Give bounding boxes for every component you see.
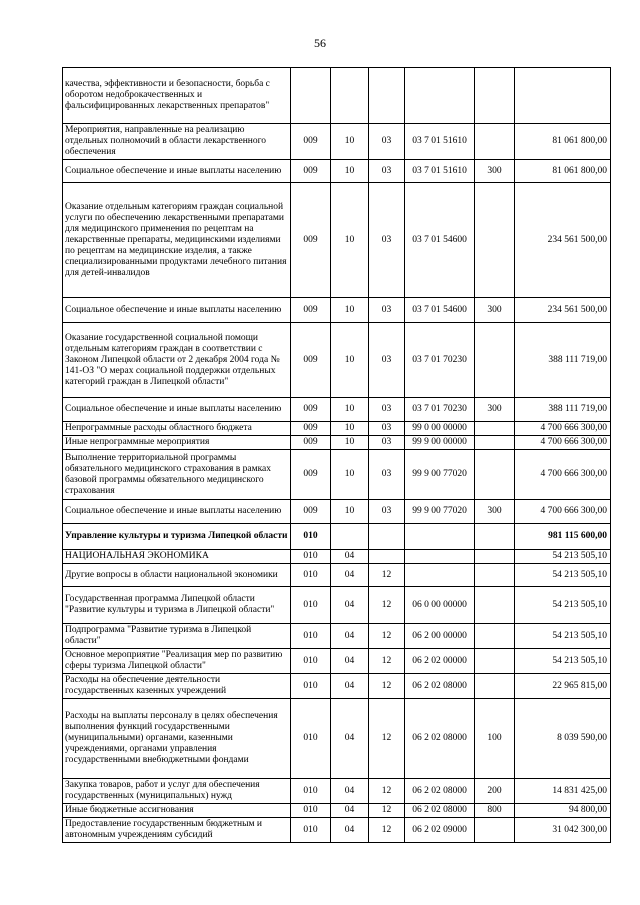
cell-section: 04: [331, 674, 369, 699]
cell-ministry-code: 010: [291, 550, 331, 564]
cell-section: 10: [331, 500, 369, 524]
cell-target-article: 99 9 00 77020: [405, 450, 475, 500]
cell-expense-type: [475, 674, 515, 699]
table-row: [63, 436, 611, 450]
cell-ministry-code: 009: [291, 450, 331, 500]
cell-section: 10: [331, 398, 369, 422]
budget-table: [62, 67, 611, 843]
cell-section: 04: [331, 649, 369, 674]
cell-section: 10: [331, 450, 369, 500]
cell-target-article: 06 0 00 00000: [405, 587, 475, 624]
cell-expense-type: [475, 68, 515, 124]
cell-subsection: 03: [369, 183, 405, 298]
cell-target-article: 06 2 02 08000: [405, 804, 475, 818]
table-row: [63, 323, 611, 398]
table-row: [63, 818, 611, 843]
cell-ministry-code: 009: [291, 436, 331, 450]
table-row: [63, 68, 611, 124]
cell-subsection: 03: [369, 398, 405, 422]
table-row: [63, 450, 611, 500]
cell-name: Социальное обеспечение и иные выплаты населению: [63, 298, 291, 323]
cell-ministry-code: [291, 68, 331, 124]
cell-target-article: 03 7 01 70230: [405, 398, 475, 422]
cell-subsection: 12: [369, 779, 405, 804]
table-row: [63, 779, 611, 804]
cell-ministry-code: 009: [291, 124, 331, 160]
cell-subsection: [369, 550, 405, 564]
cell-section: 04: [331, 587, 369, 624]
cell-ministry-code: 010: [291, 624, 331, 649]
cell-expense-type: [475, 564, 515, 587]
cell-name: Подпрограмма "Развитие туризма в Липецкой области": [63, 624, 291, 649]
cell-expense-type: 300: [475, 398, 515, 422]
cell-ministry-code: 009: [291, 323, 331, 398]
table-row: [63, 587, 611, 624]
cell-section: 04: [331, 624, 369, 649]
cell-expense-type: [475, 524, 515, 550]
cell-subsection: 03: [369, 124, 405, 160]
cell-name: Иные бюджетные ассигнования: [63, 804, 291, 818]
cell-expense-type: [475, 422, 515, 436]
cell-amount: 4 700 666 300,00: [515, 436, 611, 450]
cell-ministry-code: 010: [291, 804, 331, 818]
cell-target-article: 99 0 00 00000: [405, 422, 475, 436]
cell-expense-type: [475, 587, 515, 624]
cell-ministry-code: 009: [291, 398, 331, 422]
cell-amount: 81 061 800,00: [515, 160, 611, 183]
cell-name: Государственная программа Липецкой области "Развитие культуры и туризма в Липецкой области": [63, 587, 291, 624]
table-row: [63, 624, 611, 649]
cell-expense-type: 300: [475, 160, 515, 183]
cell-ministry-code: 010: [291, 779, 331, 804]
cell-amount: 388 111 719,00: [515, 398, 611, 422]
cell-expense-type: 300: [475, 298, 515, 323]
cell-name: качества, эффективности и безопасности, борьба с оборотом недоброкачественных и фальсифицированных лекарственных препаратов": [63, 68, 291, 124]
cell-target-article: 03 7 01 51610: [405, 124, 475, 160]
cell-subsection: 12: [369, 587, 405, 624]
table-row: [63, 564, 611, 587]
cell-name: Социальное обеспечение и иные выплаты населению: [63, 160, 291, 183]
cell-amount: 31 042 300,00: [515, 818, 611, 843]
cell-amount: 14 831 425,00: [515, 779, 611, 804]
cell-target-article: [405, 68, 475, 124]
cell-expense-type: [475, 436, 515, 450]
table-row: [63, 298, 611, 323]
cell-expense-type: [475, 183, 515, 298]
cell-subsection: 12: [369, 564, 405, 587]
cell-section: 04: [331, 779, 369, 804]
cell-subsection: 12: [369, 674, 405, 699]
cell-amount: 22 965 815,00: [515, 674, 611, 699]
cell-amount: 94 800,00: [515, 804, 611, 818]
cell-amount: 4 700 666 300,00: [515, 422, 611, 436]
cell-name: Закупка товаров, работ и услуг для обеспечения государственных (муниципальных) нужд: [63, 779, 291, 804]
table-row: [63, 500, 611, 524]
cell-subsection: 12: [369, 699, 405, 779]
cell-name: Непрограммные расходы областного бюджета: [63, 422, 291, 436]
cell-amount: 81 061 800,00: [515, 124, 611, 160]
cell-name: Основное мероприятие "Реализация мер по развитию сферы туризма Липецкой области": [63, 649, 291, 674]
cell-name: Социальное обеспечение и иные выплаты населению: [63, 398, 291, 422]
table-row: [63, 524, 611, 550]
cell-target-article: 03 7 01 54600: [405, 183, 475, 298]
cell-section: 10: [331, 160, 369, 183]
cell-name: Выполнение территориальной программы обязательного медицинского страхования в рамках базовой программы обязательного медицинского страхования: [63, 450, 291, 500]
cell-expense-type: [475, 450, 515, 500]
cell-subsection: 03: [369, 500, 405, 524]
cell-expense-type: 100: [475, 699, 515, 779]
cell-amount: 234 561 500,00: [515, 183, 611, 298]
cell-expense-type: [475, 818, 515, 843]
cell-name: Мероприятия, направленные на реализацию отдельных полномочий в области лекарственного обеспечения: [63, 124, 291, 160]
cell-name: Социальное обеспечение и иные выплаты населению: [63, 500, 291, 524]
cell-target-article: 06 2 02 08000: [405, 674, 475, 699]
cell-amount: 4 700 666 300,00: [515, 450, 611, 500]
cell-section: [331, 68, 369, 124]
cell-target-article: 03 7 01 54600: [405, 298, 475, 323]
table-row: [63, 674, 611, 699]
cell-amount: 234 561 500,00: [515, 298, 611, 323]
table-row: [63, 804, 611, 818]
cell-target-article: [405, 550, 475, 564]
cell-section: 10: [331, 422, 369, 436]
table-row: [63, 398, 611, 422]
cell-target-article: 06 2 02 08000: [405, 699, 475, 779]
cell-subsection: 03: [369, 422, 405, 436]
cell-name: Оказание государственной социальной помощи отдельным категориям граждан в соответствии с Законом Липецкой области от 2 декабря 2004 года № 141-ОЗ "О мерах социальной поддержки отдельных категорий граждан в Липецкой области": [63, 323, 291, 398]
cell-ministry-code: 010: [291, 524, 331, 550]
cell-name: Иные непрограммные мероприятия: [63, 436, 291, 450]
page-number: 56: [314, 36, 326, 50]
cell-amount: [515, 68, 611, 124]
table-row: [63, 649, 611, 674]
cell-section: 04: [331, 699, 369, 779]
cell-subsection: [369, 68, 405, 124]
cell-expense-type: [475, 124, 515, 160]
cell-expense-type: [475, 649, 515, 674]
cell-amount: 54 213 505,10: [515, 624, 611, 649]
cell-target-article: 03 7 01 51610: [405, 160, 475, 183]
cell-expense-type: 800: [475, 804, 515, 818]
cell-amount: 54 213 505,10: [515, 587, 611, 624]
cell-subsection: 03: [369, 298, 405, 323]
cell-ministry-code: 010: [291, 674, 331, 699]
cell-target-article: 03 7 01 70230: [405, 323, 475, 398]
cell-target-article: [405, 524, 475, 550]
cell-section: 10: [331, 124, 369, 160]
cell-ministry-code: 010: [291, 699, 331, 779]
cell-name: Оказание отдельным категориям граждан социальной услуги по обеспечению лекарственными препаратами для медицинского применения по рецептам на лекарственные препараты, медицинскими изделиями по рецептам на медицинские изделия, а также специализированными продуктами лечебного питания для детей-инвалидов: [63, 183, 291, 298]
cell-subsection: 03: [369, 450, 405, 500]
cell-subsection: 12: [369, 804, 405, 818]
cell-amount: 54 213 505,10: [515, 550, 611, 564]
cell-subsection: [369, 524, 405, 550]
cell-ministry-code: 009: [291, 422, 331, 436]
cell-name: Расходы на обеспечение деятельности государственных казенных учреждений: [63, 674, 291, 699]
cell-section: 04: [331, 564, 369, 587]
cell-target-article: 06 2 02 08000: [405, 779, 475, 804]
cell-target-article: 99 9 00 77020: [405, 500, 475, 524]
cell-subsection: 03: [369, 160, 405, 183]
cell-amount: 4 700 666 300,00: [515, 500, 611, 524]
cell-expense-type: 300: [475, 500, 515, 524]
cell-target-article: [405, 564, 475, 587]
table-row: [63, 550, 611, 564]
cell-amount: 8 039 590,00: [515, 699, 611, 779]
cell-subsection: 12: [369, 624, 405, 649]
cell-subsection: 03: [369, 436, 405, 450]
budget-table-body: [63, 68, 611, 843]
cell-ministry-code: 010: [291, 587, 331, 624]
cell-section: 04: [331, 804, 369, 818]
cell-subsection: 03: [369, 323, 405, 398]
cell-expense-type: 200: [475, 779, 515, 804]
cell-amount: 54 213 505,10: [515, 564, 611, 587]
cell-ministry-code: 009: [291, 298, 331, 323]
cell-section: 10: [331, 436, 369, 450]
cell-amount: 981 115 600,00: [515, 524, 611, 550]
cell-ministry-code: 010: [291, 818, 331, 843]
cell-section: 04: [331, 550, 369, 564]
cell-ministry-code: 009: [291, 183, 331, 298]
cell-amount: 388 111 719,00: [515, 323, 611, 398]
cell-name: Расходы на выплаты персоналу в целях обеспечения выполнения функций государственными (муниципальными) органами, казенными учреждениями, органами управления государственными внебюджетными фондами: [63, 699, 291, 779]
table-row: [63, 183, 611, 298]
cell-section: 10: [331, 183, 369, 298]
cell-section: 10: [331, 298, 369, 323]
cell-section: 04: [331, 818, 369, 843]
cell-amount: 54 213 505,10: [515, 649, 611, 674]
table-row: [63, 160, 611, 183]
cell-subsection: 12: [369, 818, 405, 843]
table-row: [63, 699, 611, 779]
cell-subsection: 12: [369, 649, 405, 674]
cell-ministry-code: 010: [291, 564, 331, 587]
table-row: [63, 124, 611, 160]
cell-name: НАЦИОНАЛЬНАЯ ЭКОНОМИКА: [63, 550, 291, 564]
cell-target-article: 99 9 00 00000: [405, 436, 475, 450]
cell-name: Другие вопросы в области национальной экономики: [63, 564, 291, 587]
cell-name: Управление культуры и туризма Липецкой области: [63, 524, 291, 550]
cell-expense-type: [475, 624, 515, 649]
cell-expense-type: [475, 550, 515, 564]
cell-section: 10: [331, 323, 369, 398]
cell-target-article: 06 2 02 09000: [405, 818, 475, 843]
cell-ministry-code: 009: [291, 500, 331, 524]
cell-target-article: 06 2 02 00000: [405, 649, 475, 674]
cell-ministry-code: 010: [291, 649, 331, 674]
cell-ministry-code: 009: [291, 160, 331, 183]
cell-section: [331, 524, 369, 550]
table-row: [63, 422, 611, 436]
cell-target-article: 06 2 00 00000: [405, 624, 475, 649]
cell-expense-type: [475, 323, 515, 398]
cell-name: Предоставление государственным бюджетным и автономным учреждениям субсидий: [63, 818, 291, 843]
